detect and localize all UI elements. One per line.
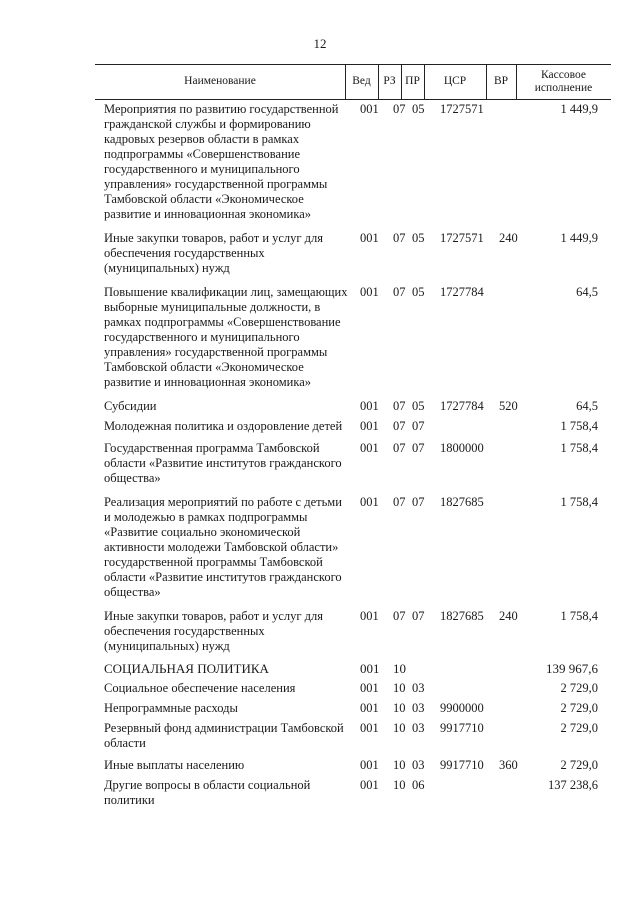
row-name: Иные закупки товаров, работ и услуг для обеспечения государственных (муниципальных) нужд xyxy=(104,231,324,275)
row-ved: 001 xyxy=(360,721,379,735)
row-ved: 001 xyxy=(360,681,379,695)
row-pr: 03 xyxy=(412,681,425,695)
row-pr: 07 xyxy=(412,495,425,509)
row-csr: 1727571 xyxy=(440,231,484,245)
row-rz: 07 xyxy=(393,102,406,116)
table-row xyxy=(0,231,640,276)
row-name: Резервный фонд администрации Тамбовской области xyxy=(104,721,344,750)
header-rz: РЗ xyxy=(383,75,396,88)
header-pr: ПР xyxy=(405,75,420,88)
header-vr: ВР xyxy=(493,75,509,88)
row-pr: 03 xyxy=(412,758,425,772)
table-row xyxy=(0,495,640,600)
row-pr: 07 xyxy=(412,609,425,623)
row-name: Социальное обеспечение населения xyxy=(104,681,296,695)
row-ved: 001 xyxy=(360,399,379,413)
table-row xyxy=(0,681,640,696)
table-row xyxy=(0,778,640,808)
table-row xyxy=(0,609,640,654)
row-name: Иные закупки товаров, работ и услуг для обеспечения государственных (муниципальных) нужд xyxy=(104,609,324,653)
row-sum: 1 449,9 xyxy=(560,231,598,245)
row-pr: 05 xyxy=(412,102,425,116)
row-sum: 64,5 xyxy=(576,399,598,413)
row-rz: 07 xyxy=(393,609,406,623)
row-name: Государственная программа Тамбовской области «Развитие институтов гражданского общества» xyxy=(104,441,342,485)
row-rz: 10 xyxy=(393,701,406,715)
row-ved: 001 xyxy=(360,778,379,792)
table-row xyxy=(0,661,640,676)
row-sum: 2 729,0 xyxy=(560,758,598,772)
row-sum: 1 758,4 xyxy=(560,609,598,623)
row-ved: 001 xyxy=(360,701,379,715)
row-csr: 1827685 xyxy=(440,495,484,509)
row-rz: 10 xyxy=(393,721,406,735)
row-rz: 07 xyxy=(393,285,406,299)
row-sum: 1 758,4 xyxy=(560,419,598,433)
header-name: Наименование xyxy=(184,75,256,88)
row-name: СОЦИАЛЬНАЯ ПОЛИТИКА xyxy=(104,661,269,676)
row-sum: 2 729,0 xyxy=(560,701,598,715)
row-csr: 1800000 xyxy=(440,441,484,455)
table-body xyxy=(0,102,640,808)
row-ved: 001 xyxy=(360,661,380,676)
row-pr: 03 xyxy=(412,721,425,735)
table-header xyxy=(95,64,611,100)
table-row xyxy=(0,285,640,390)
row-vr: 520 xyxy=(499,399,518,413)
row-vr: 360 xyxy=(499,758,518,772)
row-name: Субсидии xyxy=(104,399,157,413)
row-name: Реализация мероприятий по работе с детьми и молодежью в рамках подпрограммы «Развитие социально экономической активности молодежи Тамбовской области» государственной программы Тамбовской области «Развитие институтов гражданского общества» xyxy=(104,495,342,599)
row-csr: 1727784 xyxy=(440,399,484,413)
row-rz: 10 xyxy=(393,778,406,792)
row-sum: 2 729,0 xyxy=(560,681,598,695)
row-rz: 07 xyxy=(393,441,406,455)
row-sum: 2 729,0 xyxy=(560,721,598,735)
row-sum: 139 967,6 xyxy=(546,661,598,676)
row-name: Повышение квалификации лиц, замещающих выборные муниципальные должности, в рамках подпрограммы «Совершенствование государственного и муниципального управления» государственной программы Тамбовской области «Экономическое развитие и инновационная экономика» xyxy=(104,285,348,389)
row-sum: 1 449,9 xyxy=(560,102,598,116)
table-row xyxy=(0,419,640,434)
row-pr: 05 xyxy=(412,399,425,413)
row-name: Молодежная политика и оздоровление детей xyxy=(104,419,343,433)
row-ved: 001 xyxy=(360,102,379,116)
row-pr: 03 xyxy=(412,701,425,715)
row-csr: 1727571 xyxy=(440,102,484,116)
row-pr: 06 xyxy=(412,778,425,792)
row-name: Непрограммные расходы xyxy=(104,701,238,715)
row-rz: 10 xyxy=(393,758,406,772)
page-number: 12 xyxy=(313,36,327,51)
row-sum: 1 758,4 xyxy=(560,441,598,455)
row-ved: 001 xyxy=(360,231,379,245)
row-name: Другие вопросы в области социальной политики xyxy=(104,778,311,807)
row-name: Иные выплаты населению xyxy=(104,758,245,772)
row-sum: 1 758,4 xyxy=(560,495,598,509)
table-row xyxy=(0,102,640,222)
row-csr: 9917710 xyxy=(440,721,484,735)
table-row xyxy=(0,721,640,751)
row-ved: 001 xyxy=(360,609,379,623)
row-pr: 07 xyxy=(412,419,425,433)
row-ved: 001 xyxy=(360,419,379,433)
table-row xyxy=(0,758,640,773)
row-vr: 240 xyxy=(499,231,518,245)
row-pr: 05 xyxy=(412,285,425,299)
row-ved: 001 xyxy=(360,441,379,455)
header-csr: ЦСР xyxy=(443,75,467,88)
row-rz: 07 xyxy=(393,419,406,433)
row-csr: 9900000 xyxy=(440,701,484,715)
row-rz: 07 xyxy=(393,231,406,245)
row-rz: 10 xyxy=(393,681,406,695)
row-rz: 10 xyxy=(393,661,406,676)
table-row xyxy=(0,701,640,716)
row-ved: 001 xyxy=(360,495,379,509)
row-csr: 9917710 xyxy=(440,758,484,772)
row-vr: 240 xyxy=(499,609,518,623)
row-ved: 001 xyxy=(360,285,379,299)
row-rz: 07 xyxy=(393,399,406,413)
row-sum: 137 238,6 xyxy=(548,778,598,792)
row-name: Мероприятия по развитию государственной гражданской службы и формированию кадровых резервов области в рамках подпрограммы «Совершенствование государственного и муниципального управления» государственной программы Тамбовской области «Экономическое развитие и инновационная экономика» xyxy=(104,102,339,221)
row-pr: 07 xyxy=(412,441,425,455)
row-csr: 1827685 xyxy=(440,609,484,623)
row-csr: 1727784 xyxy=(440,285,484,299)
header-ved: Вед xyxy=(352,75,371,88)
row-rz: 07 xyxy=(393,495,406,509)
table-row xyxy=(0,441,640,486)
row-ved: 001 xyxy=(360,758,379,772)
header-sum: Кассовое исполнение xyxy=(534,68,593,94)
table-row xyxy=(0,399,640,414)
row-pr: 05 xyxy=(412,231,425,245)
row-sum: 64,5 xyxy=(576,285,598,299)
